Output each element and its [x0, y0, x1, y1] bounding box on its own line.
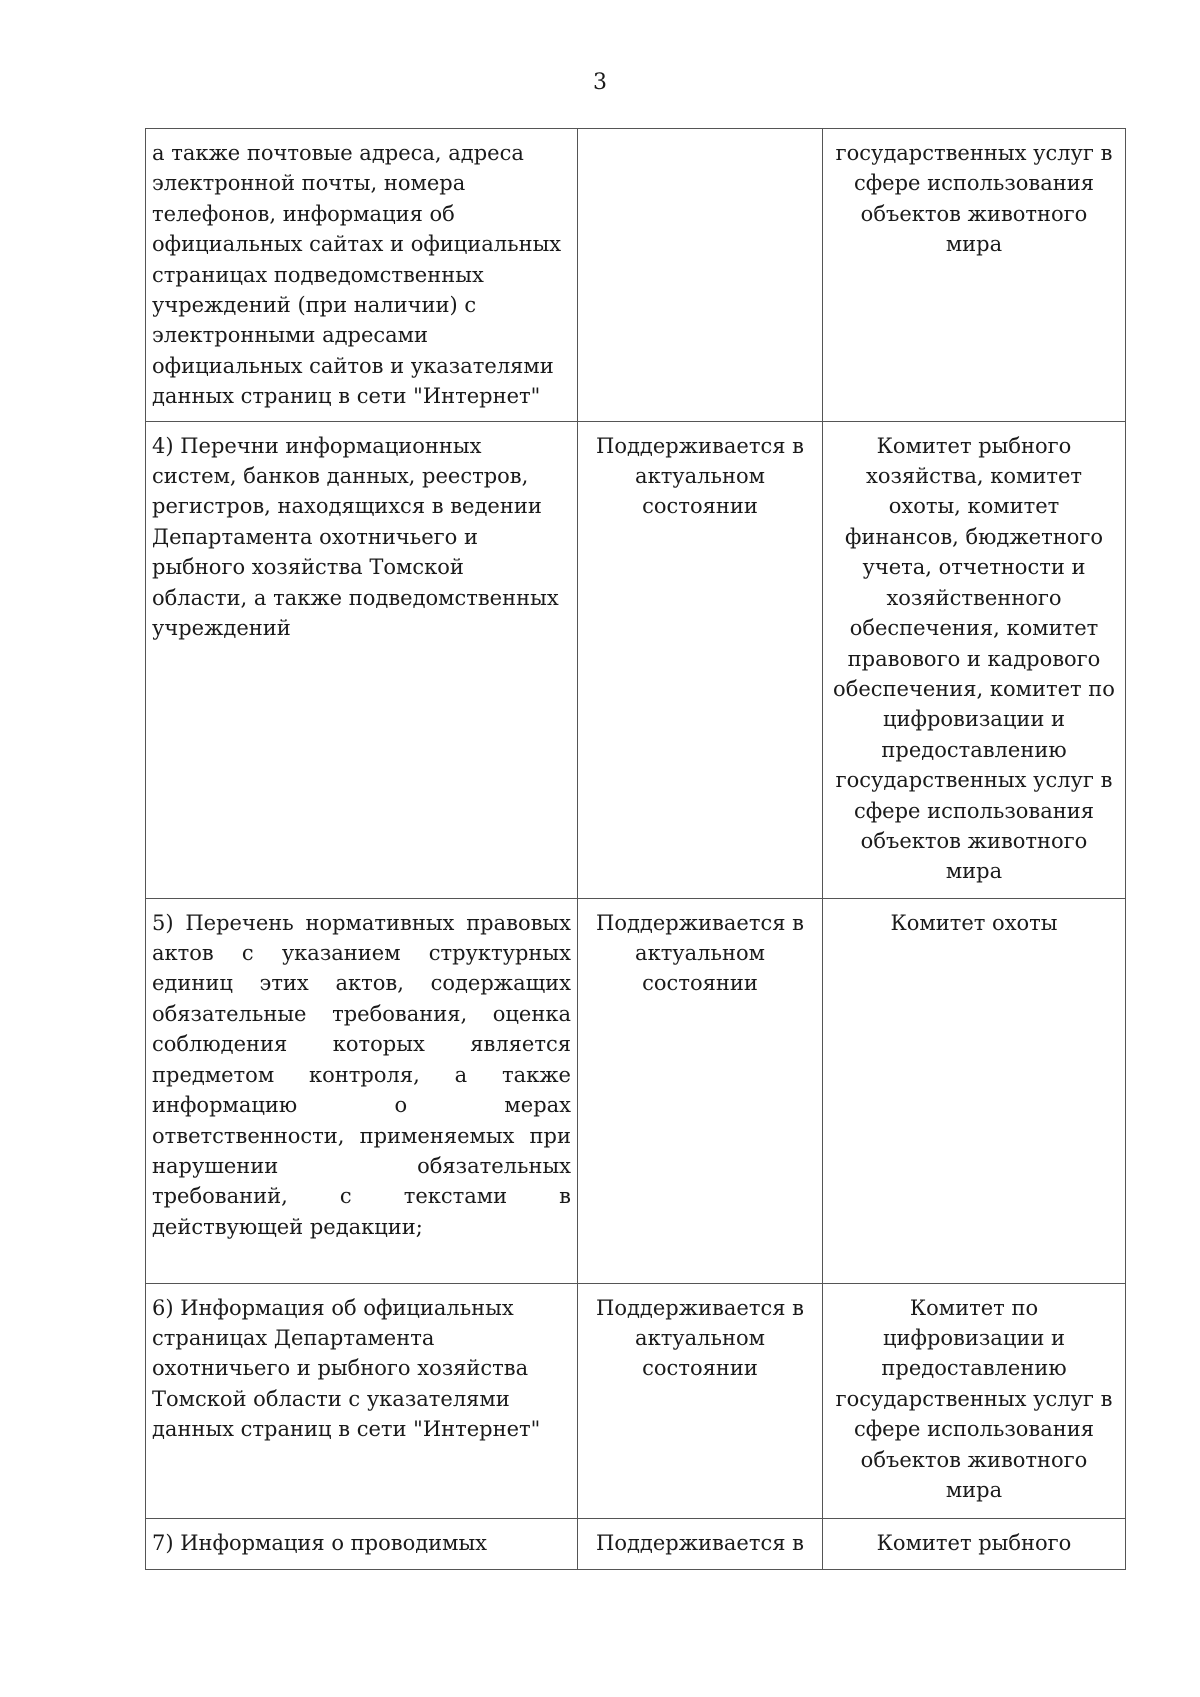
table-row	[146, 129, 1126, 422]
table-row	[146, 1518, 1126, 1569]
table-row	[146, 898, 1126, 1283]
update-status-cell: Поддерживается в актуальном состоянии	[578, 421, 823, 898]
page-number: 3	[593, 70, 607, 95]
responsible-unit-cell: Комитет охоты	[823, 898, 1126, 1283]
info-description-cell: 4) Перечни информационных систем, банков данных, реестров, регистров, находящихся в ведении Департамента охотничьего и рыбного хозяйства Томской области, а также подведомственных учреждений	[146, 421, 578, 898]
responsible-unit-cell: государственных услуг в сфере использования объектов животного мира	[823, 129, 1126, 422]
update-status-cell: Поддерживается в	[578, 1518, 823, 1569]
update-status-cell	[578, 129, 823, 422]
info-description-cell: а также почтовые адреса, адреса электронной почты, номера телефонов, информация об официальных сайтах и официальных страницах подведомственных учреждений (при наличии) с электронными адресами официальных сайтов и указателями данных страниц в сети "Интернет"	[146, 129, 578, 422]
update-status-cell: Поддерживается в актуальном состоянии	[578, 1283, 823, 1518]
responsible-unit-cell: Комитет по цифровизации и предоставлению государственных услуг в сфере использования объектов животного мира	[823, 1283, 1126, 1518]
information-table	[145, 128, 1126, 1570]
responsible-unit-cell: Комитет рыбного хозяйства, комитет охоты, комитет финансов, бюджетного учета, отчетности и хозяйственного обеспечения, комитет правового и кадрового обеспечения, комитет по цифровизации и предоставлению государственных услуг в сфере использования объектов животного мира	[823, 421, 1126, 898]
table-row	[146, 421, 1126, 898]
update-status-cell: Поддерживается в актуальном состоянии	[578, 898, 823, 1283]
responsible-unit-cell: Комитет рыбного	[823, 1518, 1126, 1569]
info-description-cell: 5) Перечень нормативных правовых актов с указанием структурных единиц этих актов, содержащих обязательные требования, оценка соблюдения которых является предметом контроля, а также информацию о мерах ответственности, применяемых при нарушении обязательных требований, с текстами в действующей редакции;	[146, 898, 578, 1283]
table-row	[146, 1283, 1126, 1518]
info-description-cell: 6) Информация об официальных страницах Департамента охотничьего и рыбного хозяйства Томской области с указателями данных страниц в сети "Интернет"	[146, 1283, 578, 1518]
info-description-cell: 7) Информация о проводимых	[146, 1518, 578, 1569]
